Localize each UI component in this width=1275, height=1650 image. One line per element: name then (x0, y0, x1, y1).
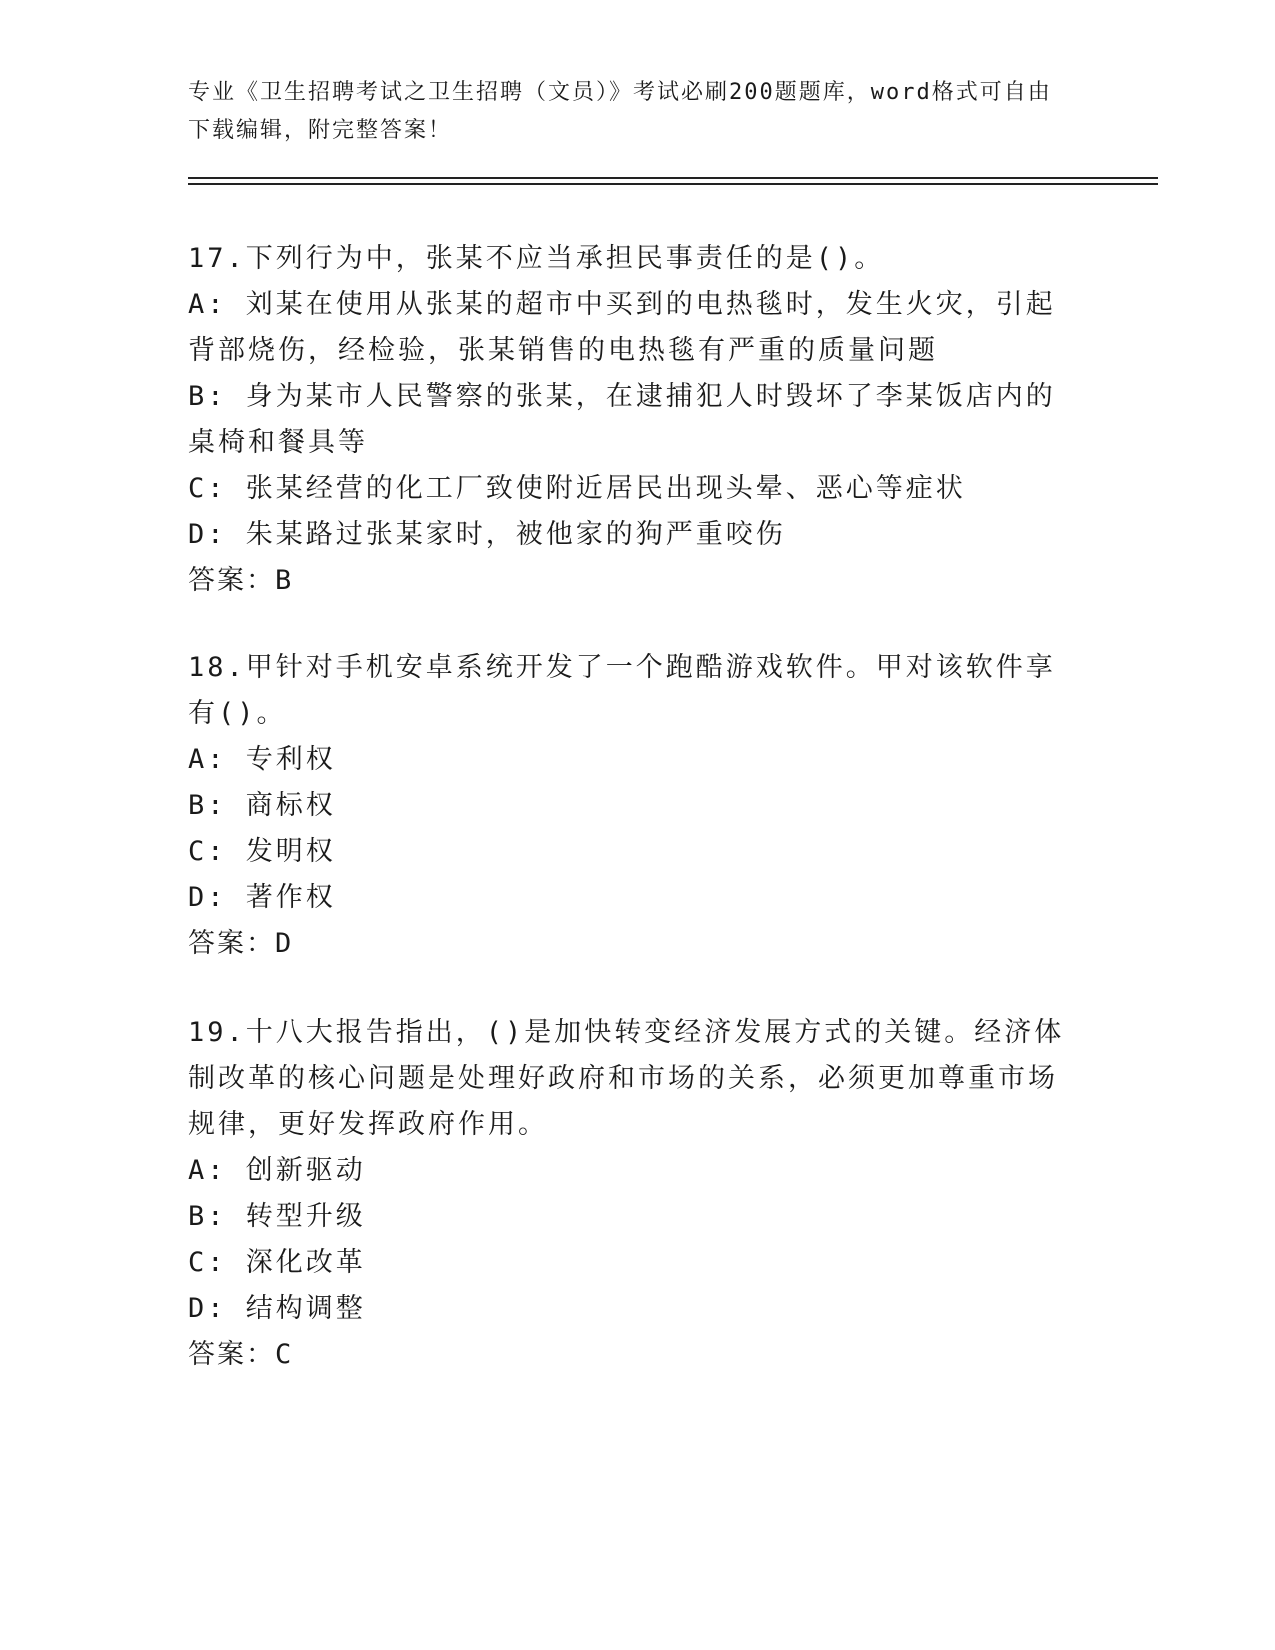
option-b: B: 身为某市人民警察的张某，在逮捕犯人时毁坏了李某饭店内的桌椅和餐具等 (188, 381, 1056, 458)
option-c: C: 发明权 (188, 836, 336, 867)
option-a: A: 刘某在使用从张某的超市中买到的电热毯时，发生火灾，引起背部烧伤，经检验，张某销售的电热毯有严重的质量问题 (188, 289, 1056, 366)
question-stem: 17.下列行为中，张某不应当承担民事责任的是()。 (188, 243, 885, 274)
answer: 答案：C (188, 1339, 294, 1370)
question-18 (188, 645, 1078, 967)
question-17 (188, 236, 1078, 604)
option-c: C: 深化改革 (188, 1247, 366, 1278)
answer: 答案：D (188, 928, 294, 959)
document-intro: 专业《卫生招聘考试之卫生招聘（文员）》考试必刷200题题库，word格式可自由下载编辑，附完整答案！ (188, 80, 1052, 143)
option-a: A: 专利权 (188, 744, 336, 775)
header-divider-bottom (188, 183, 1158, 185)
question-19 (188, 1010, 1078, 1378)
option-b: B: 转型升级 (188, 1201, 366, 1232)
option-d: D: 朱某路过张某家时，被他家的狗严重咬伤 (188, 519, 786, 550)
option-a: A: 创新驱动 (188, 1155, 366, 1186)
option-c: C: 张某经营的化工厂致使附近居民出现头晕、恶心等症状 (188, 473, 966, 504)
option-d: D: 结构调整 (188, 1293, 366, 1324)
option-b: B: 商标权 (188, 790, 336, 821)
option-d: D: 著作权 (188, 882, 336, 913)
header-divider-top (188, 177, 1158, 179)
answer: 答案：B (188, 565, 294, 596)
question-stem: 19.十八大报告指出，()是加快转变经济发展方式的关键。经济体制改革的核心问题是处理好政府和市场的关系，必须更加尊重市场规律，更好发挥政府作用。 (188, 1017, 1065, 1140)
question-stem: 18.甲针对手机安卓系统开发了一个跑酷游戏软件。甲对该软件享有()。 (188, 652, 1056, 729)
